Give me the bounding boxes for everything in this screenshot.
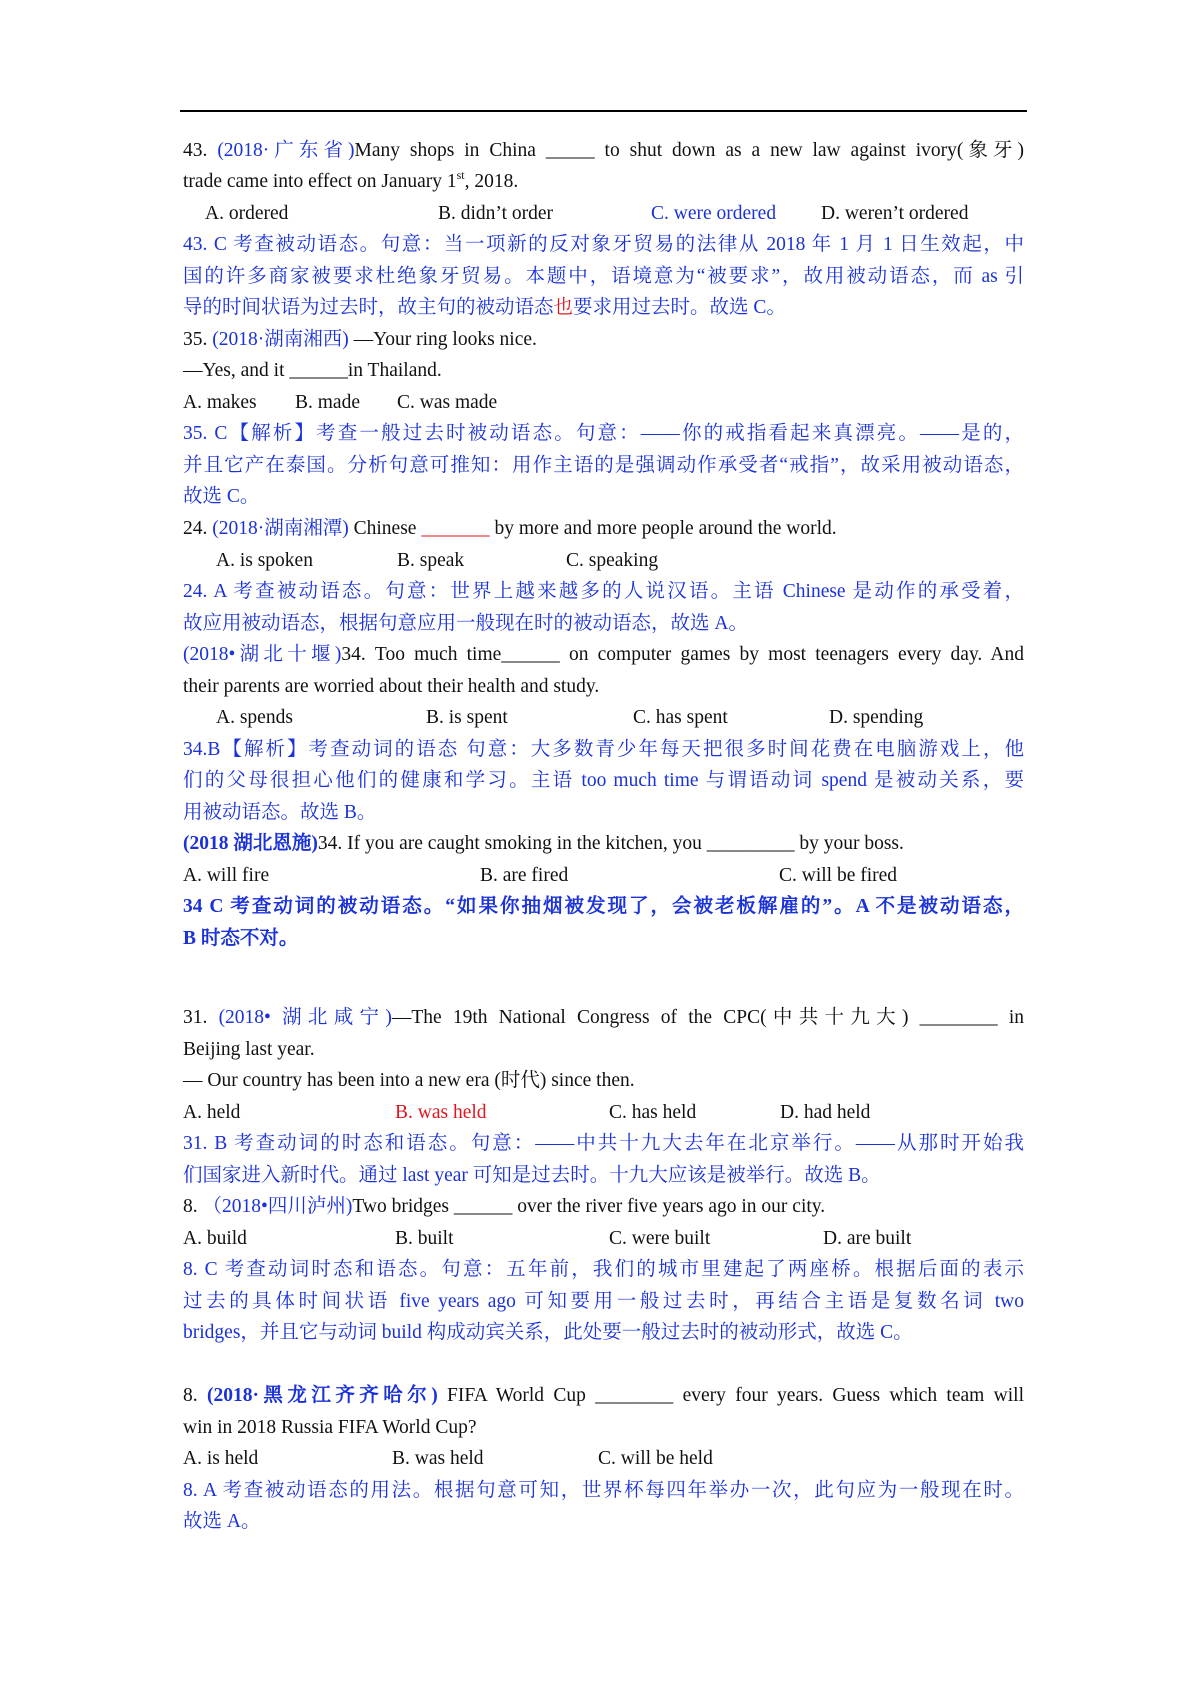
question-34a-stem-cont: their parents are worried about their health and study. xyxy=(183,676,600,697)
answer-8b-line-1: 8. A 考查被动语态的用法。根据句意可知，世界杯每四年举办一次，此句应为一般现在时。 xyxy=(183,1480,1024,1501)
option-b: B. was held xyxy=(395,1102,487,1123)
option-a: A. held xyxy=(183,1102,241,1123)
option-c: C. were built xyxy=(609,1228,711,1249)
option-c: C. has spent xyxy=(633,707,728,728)
option-b: B. built xyxy=(395,1228,454,1249)
option-a: A. ordered xyxy=(205,203,289,224)
question-34a-stem: (2018•湖北十堰)34. Too much time______ on computer games by most teenagers every day. And xyxy=(183,644,1024,665)
question-31-stem-cont: Beijing last year. xyxy=(183,1039,315,1060)
answer-31-line-2: 们国家进入新时代。通过 last year 可知是过去时。十九大应该是被举行。故选 B。 xyxy=(183,1165,881,1186)
question-35-stem: 35. (2018·湖南湘西) —Your ring looks nice. xyxy=(183,329,537,350)
answer-blank: _______ xyxy=(421,518,490,539)
answer-34a-line-1: 34.B【解析】考查动词的语态 句意：大多数青少年每天把很多时间花费在电脑游戏上，他 xyxy=(183,739,1024,760)
answer-8a-line-1: 8. C 考查动词时态和语态。句意：五年前，我们的城市里建起了两座桥。根据后面的表示 xyxy=(183,1259,1024,1280)
option-c: C. were ordered xyxy=(651,203,777,224)
answer-35-line-3: 故选 C。 xyxy=(183,486,260,507)
option-c: C. speaking xyxy=(566,550,659,571)
question-34b-stem: (2018 湖北恩施)34. If you are caught smoking in the kitchen, you _________ by your boss. xyxy=(183,833,904,854)
option-d: D. are built xyxy=(823,1228,912,1249)
question-31-stem-reply: — Our country has been into a new era (时代) since then. xyxy=(183,1070,635,1091)
option-b: B. are fired xyxy=(480,865,569,886)
answer-43-line-3: 导的时间状语为过去时，故主句的被动语态也要求用过去时。故选 C。 xyxy=(183,297,786,318)
option-d: D. had held xyxy=(780,1102,871,1123)
option-c: C. has held xyxy=(609,1102,697,1123)
option-a: A. build xyxy=(183,1228,247,1249)
option-b: B. speak xyxy=(397,550,465,571)
header-rule xyxy=(180,110,1027,112)
question-35-stem-cont: —Yes, and it ______in Thailand. xyxy=(183,360,442,381)
answer-43-line-1: 43. C 考查被动语态。句意：当一项新的反对象牙贸易的法律从 2018 年 1 月 1 日生效起，中 xyxy=(183,234,1024,255)
answer-8a-line-2: 过去的具体时间状语 five years ago 可知要用一般过去时，再结合主语是复数名词 two xyxy=(183,1291,1024,1312)
option-a: A. is spoken xyxy=(216,550,313,571)
option-b: B. didn’t order xyxy=(438,203,554,224)
option-b: B. is spent xyxy=(426,707,508,728)
option-c: C. was made xyxy=(397,392,498,413)
option-d: D. weren’t ordered xyxy=(821,203,969,224)
answer-35-line-2: 并且它产在泰国。分析句意可推知：用作主语的是强调动作承受者“戒指”，故采用被动语态， xyxy=(183,455,1024,476)
question-8b-stem-cont: win in 2018 Russia FIFA World Cup? xyxy=(183,1417,477,1438)
question-8a-stem: 8. （2018•四川泸州)Two bridges ______ over the river five years ago in our city. xyxy=(183,1196,826,1217)
option-c: C. will be held xyxy=(598,1448,713,1469)
answer-34a-line-2: 们的父母很担心他们的健康和学习。主语 too much time 与谓语动词 spend 是被动关系，要 xyxy=(183,770,1024,791)
question-8b-stem: 8. (2018·黑龙江齐齐哈尔) FIFA World Cup ________ every four years. Guess which team will xyxy=(183,1385,1024,1406)
option-b: B. made xyxy=(295,392,360,413)
question-24-stem: 24. (2018·湖南湘潭) Chinese _______ by more and more people around the world. xyxy=(183,518,837,539)
answer-31-line-1: 31. B 考查动词的时态和语态。句意：——中共十九大去年在北京举行。——从那时开始我 xyxy=(183,1133,1024,1154)
answer-34b-line-2: B 时态不对。 xyxy=(183,928,299,949)
option-d: D. spending xyxy=(829,707,924,728)
answer-34a-line-3: 用被动语态。故选 B。 xyxy=(183,802,377,823)
question-43-stem-cont: trade came into effect on January 1st, 2018. xyxy=(183,168,519,192)
answer-8a-line-3: bridges，并且它与动词 build 构成动宾关系，此处要一般过去时的被动形式，故选 C。 xyxy=(183,1322,913,1343)
option-c: C. will be fired xyxy=(779,865,898,886)
option-a: A. makes xyxy=(183,392,257,413)
answer-8b-line-2: 故选 A。 xyxy=(183,1511,261,1532)
option-a: A. will fire xyxy=(183,865,270,886)
answer-24-line-2: 故应用被动语态，根据句意应用一般现在时的被动语态，故选 A。 xyxy=(183,613,748,634)
option-a: A. is held xyxy=(183,1448,259,1469)
answer-35-line-1: 35. C【解析】考查一般过去时被动语态。句意：——你的戒指看起来真漂亮。——是的， xyxy=(183,423,1024,444)
question-43-stem: 43. (2018·广东省)Many shops in China _____ to shut down as a new law against ivory(象牙) xyxy=(183,140,1025,161)
question-31-stem: 31. (2018• 湖北咸宁)—The 19th National Congress of the CPC(中共十九大) ________ in xyxy=(183,1007,1024,1028)
option-a: A. spends xyxy=(216,707,293,728)
option-b: B. was held xyxy=(392,1448,484,1469)
answer-24-line-1: 24. A 考查被动语态。句意：世界上越来越多的人说汉语。主语 Chinese 是动作的承受着， xyxy=(183,581,1024,602)
answer-43-line-2: 国的许多商家被要求杜绝象牙贸易。本题中，语境意为“被要求”，故用被动语态，而 as 引 xyxy=(183,266,1024,287)
answer-34b-line-1: 34 C 考查动词的被动语态。“如果你抽烟被发现了，会被老板解雇的”。A 不是被动语态， xyxy=(183,896,1024,917)
